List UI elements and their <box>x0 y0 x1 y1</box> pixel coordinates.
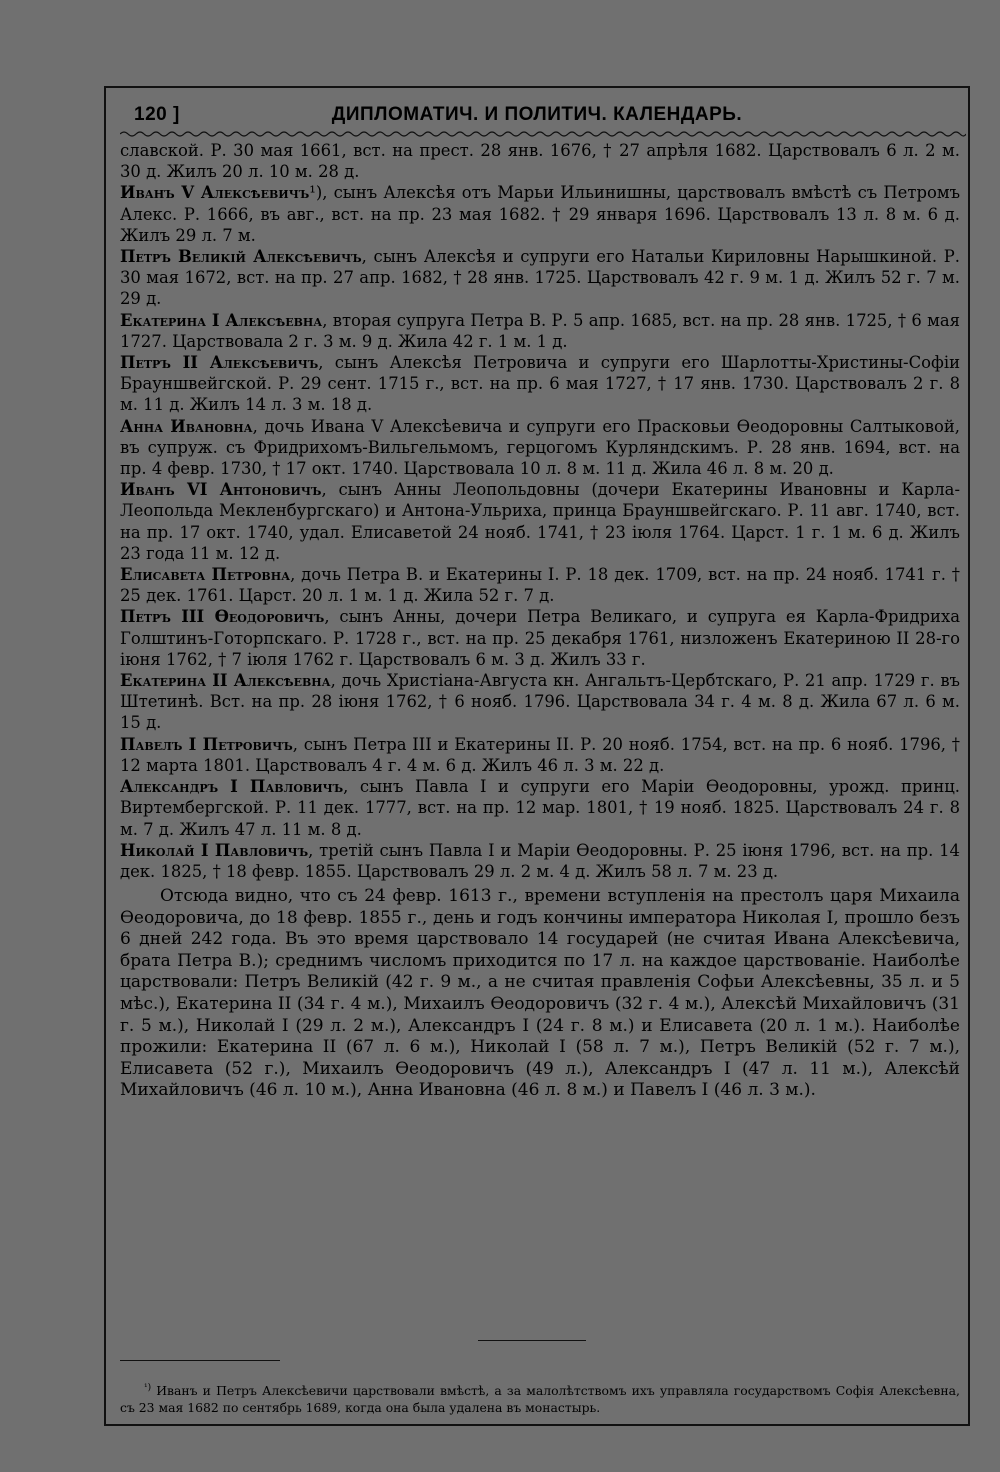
ruler-name: Елисавета Петровна <box>120 565 291 585</box>
ruler-name: Петръ II Алексѣевичъ <box>120 353 319 373</box>
ruler-text: , сынъ Алексѣя Петровича и супруги его Шарлотты-Христины-Софіи Брауншвейгской. Р. 29 сент. 1715 г., вст. на пр. 6 мая 1727, † 17 янв. 1730. Царствовалъ 2 г. 8 м. 11 д. Жилъ 14 л. 3 м. 18 д. <box>120 353 960 415</box>
body-text <box>120 140 960 1102</box>
ruler-name: Петръ Великій Алексѣевичъ <box>120 247 362 267</box>
ruler-name: Екатерина I Алексѣевна <box>120 310 323 330</box>
ruler-text: , дочь Христіана-Августа кн. Ангальтъ-Цербтскаго, Р. 21 апр. 1729 г. въ Штетинѣ. Вст. на пр. 28 іюня 1762, † 6 нояб. 1796. Царствовала 34 г. 4 м. 8 д. Жила 67 л. 6 м. 15 д. <box>120 671 960 733</box>
entry-catherine-ii <box>120 670 960 734</box>
entry-continuation: славской. Р. 30 мая 1661, вст. на прест. 28 янв. 1676, † 27 апрѣля 1682. Царствовалъ 6 л. 2 м. 30 д. Жилъ 20 л. 10 м. 28 д. <box>120 141 960 182</box>
ruler-name: Павелъ I Петровичъ <box>120 734 293 754</box>
entry-paul-i <box>120 734 960 776</box>
footnote-mark: ¹) <box>144 1383 152 1394</box>
ruler-name: Анна Ивановна <box>120 416 253 436</box>
entry-catherine-i <box>120 310 960 352</box>
ruler-name: Иванъ VI Антоновичъ <box>120 480 322 500</box>
wavy-rule-divider <box>120 130 966 138</box>
ruler-text: , дочь Петра В. и Екатерины I. Р. 18 дек. 1709, вст. на пр. 24 нояб. 1741 г. † 25 дек. 1761. Царст. 20 л. 1 м. 1 д. Жила 52 г. 7 д. <box>120 565 960 606</box>
footnote-text: Иванъ и Петръ Алексѣевичи царствовали вмѣстѣ, а за малолѣтствомъ ихъ управляла государствомъ Софія Алексѣевна, съ 23 мая 1682 по сентябрь 1689, когда она была удалена въ монастырь. <box>120 1383 960 1415</box>
ruler-text: ¹), сынъ Алексѣя отъ Марьи Ильинишны, царствовалъ вмѣстѣ съ Петромъ Алекс. Р. 1666, въ авг., вст. на пр. 23 мая 1682. † 29 января 1696. Царствовалъ 13 л. 8 м. 6 д. Жилъ 29 л. 7 м. <box>120 183 960 245</box>
page-header <box>120 96 954 130</box>
ruler-name: Петръ III Ѳеодоровичъ <box>120 607 325 627</box>
entry-ivan-v <box>120 182 960 246</box>
footnote <box>120 1380 960 1415</box>
book-page <box>104 86 970 1426</box>
ruler-name: Иванъ V Алексѣевичъ <box>120 183 310 203</box>
ruler-text: , дочь Ивана V Алексѣевича и супруги его Прасковьи Ѳеодоровны Салтыковой, въ супруж. съ Фридрихомъ-Вильгельмомъ, герцогомъ Курляндскимъ. Р. 28 янв. 1694, вст. на пр. 4 февр. 1730, † 17 окт. 1740. Царствовала 10 л. 8 м. 11 д. Жила 46 л. 8 м. 20 д. <box>120 416 960 479</box>
entry-elizabeth <box>120 564 960 606</box>
ruler-text: , третій сынъ Павла I и Маріи Ѳеодоровны. Р. 25 іюня 1796, вст. на пр. 14 дек. 1825, † 18 февр. 1855. Царствовалъ 29 л. 2 м. 4 д. Жилъ 58 л. 7 м. 23 д. <box>120 840 960 881</box>
section-separator <box>478 1340 586 1341</box>
entry-anna <box>120 416 960 480</box>
entry-alexander-i <box>120 776 960 840</box>
ruler-text: , сынъ Анны Леопольдовны (дочери Екатерины Ивановны и Карла-Леопольда Мекленбургскаго) и Антона-Ульриха, принца Брауншвейгскаго. Р. 11 авг. 1740, вст. на пр. 17 окт. 1740, удал. Елисаветой 24 нояб. 1741, † 23 іюля 1764. Царст. 1 г. 1 м. 6 д. Жилъ 23 года 11 м. 12 д. <box>120 480 960 563</box>
running-title: ДИПЛОМАТИЧ. И ПОЛИТИЧ. КАЛЕНДАРЬ. <box>331 104 743 125</box>
entry-nicholas-i <box>120 840 960 882</box>
entry-ivan-vi <box>120 479 960 564</box>
entry-peter-i <box>120 246 960 310</box>
entry-peter-ii <box>120 352 960 416</box>
ruler-text: , сынъ Петра III и Екатерины II. Р. 20 нояб. 1754, вст. на пр. 6 нояб. 1796, † 12 марта 1801. Царствовалъ 4 г. 4 м. 6 д. Жилъ 46 л. 3 м. 22 д. <box>120 734 961 775</box>
ruler-text: , сынъ Алексѣя и супруги его Натальи Кириловны Нарышкиной. Р. 30 мая 1672, вст. на пр. 27 апр. 1682, † 28 янв. 1725. Царствовалъ 42 г. 9 м. 1 д. Жилъ 52 г. 7 м. 29 д. <box>120 247 960 309</box>
ruler-text: , вторая супруга Петра В. Р. 5 апр. 1685, вст. на пр. 28 янв. 1725, † 6 мая 1727. Царствовала 2 г. 3 м. 9 д. Жила 42 г. 1 м. 1 д. <box>120 310 960 351</box>
summary-paragraph: Отсюда видно, что съ 24 февр. 1613 г., времени вступленія на престолъ царя Михаила Ѳеодоровича, до 18 февр. 1855 г., день и годъ кончины императора Николая I, прошло безъ 6 дней 242 года. Въ это время царствовало 14 государей (не считая Ивана Алексѣевича, брата Петра В.); среднимъ числомъ приходится по 17 л. на каждое царствованіе. Наиболѣе царствовали: Петръ Великій (42 г. 9 м., а не считая правленія Софьи Алексѣевны, 35 л. и 5 мѣс.), Екатерина II (34 г. 4 м.), Михаилъ Ѳеодоровичъ (32 г. 4 м.), Алексѣй Михайловичъ (31 г. 5 м.), Николай I (29 л. 2 м.), Александръ I (24 г. 8 м.) и Елисавета (20 л. 1 м.). Наиболѣе прожили: Екатерина II (67 л. 6 м.), Николай I (58 л. 7 м.), Петръ Великій (52 г. 7 м.), Елисавета (52 г.), Михаилъ Ѳеодоровичъ (49 л.), Александръ I (47 л. 11 м.), Алексѣй Михайловичъ (46 л. 10 м.), Анна Ивановна (46 л. 8 м.) и Павелъ I (46 л. 3 м.). <box>120 886 960 1101</box>
ruler-name: Николай I Павловичъ <box>120 840 309 860</box>
footnote-rule <box>120 1360 280 1361</box>
ruler-name: Александръ I Павловичъ <box>120 777 344 797</box>
page-number: 120 ] <box>134 104 180 125</box>
ruler-name: Екатерина II Алексѣевна <box>120 671 331 691</box>
ruler-text: , сынъ Павла I и супруги его Маріи Ѳеодоровны, урожд. принц. Виртембергской. Р. 11 дек. 1777, вст. на пр. 12 мар. 1801, † 19 нояб. 1825. Царствовалъ 24 г. 8 м. 7 д. Жилъ 47 л. 11 м. 8 д. <box>120 777 961 839</box>
entry-peter-iii <box>120 606 960 670</box>
ruler-text: , сынъ Анны, дочери Петра Великаго, и супруга ея Карла-Фридриха Голштинъ-Готорпскаго. Р. 1728 г., вст. на пр. 25 декабря 1761, низложенъ Екатериною II 28-го іюня 1762, † 7 іюля 1762 г. Царствовалъ 6 м. 3 д. Жилъ 33 г. <box>120 607 960 669</box>
